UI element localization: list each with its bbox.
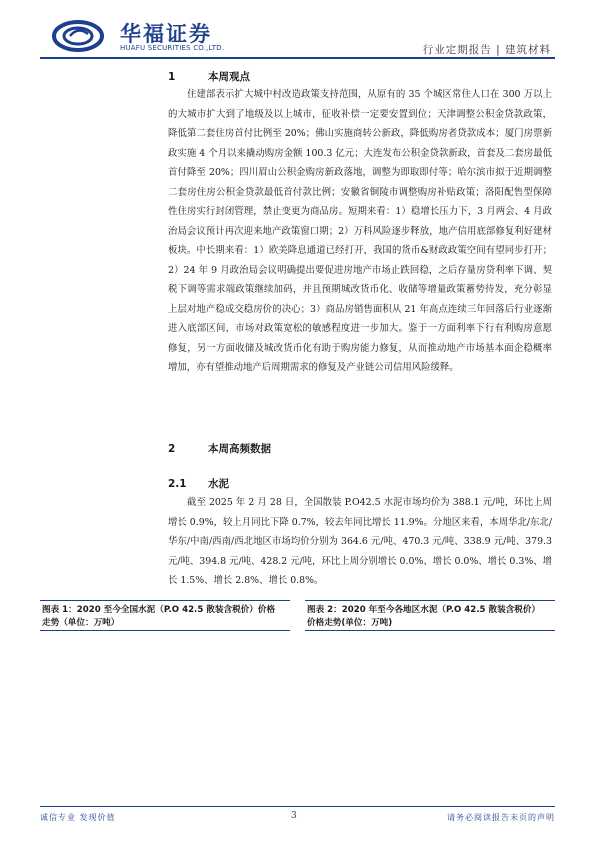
section-1-heading bbox=[168, 69, 250, 84]
figure-captions bbox=[40, 600, 555, 634]
header-divider bbox=[40, 57, 555, 59]
subsection-2-1-number: 2.1 bbox=[168, 478, 187, 490]
section-1-body: 住建部表示扩大城中村改造政策支持范围，从原有的 35 个城区常住人口在 300 万以上的大城市扩大到了地级及以上城市，征收补偿一定要安置到位；天津调整公积金贷款政策，降低第二套住房首付比例至 20%；佛山实施商转公新政，降低购房者贷款成本；厦门房票新政实施 4 个月以来撬动购房金额 100.3 亿元；大连发布公积金贷款新政，首套及二套房最低首付降至 20%；四川眉山公积金购房新政落地，调整为即取即付等；哈尔滨市拟于近期调整二套房住房公积金贷款最低首付款比例；安徽省铜陵市调整购房补贴政策；洛阳配售型保障性住房实行封闭管理，禁止变更为商品房。短期来看：1）稳增长压力下，3 月两会、4 月政治局会议预计再次迎来地产政策窗口期；2）万科风险逐步释放，地产信用底部修复利好建材板块。中长期来看：1）欧美降息通道已经打开，我国的货币&财政政策空间有望同步打开； 2）24 年 9 月政治局会议明确提出要促进房地产市场止跌回稳，之后存量房贷利率下调、契税下调等需求端政策继续加码，并且预期城改货币化、收储等增量政策蓄势待发，充分彰显上层对地产稳成交稳房价的决心；3）商品房销售面积从 21 年高点连续三年回落后行业逐渐进入底部区间，市场对政策宽松的敏感程度进一步加大。鉴于一方面利率下行有利购房意愿修复，另一方面收储及城改货币化有助于购房能力修复，从而推动地产市场基本面企稳概率增加，亦有望推动地产后周期需求的修复及产业链公司信用风险缓释。 bbox=[168, 89, 552, 373]
fig1-bottom-rule bbox=[40, 630, 290, 631]
company-logo-icon bbox=[52, 20, 104, 52]
report-type: 行业定期报告 bbox=[422, 44, 492, 56]
header-separator: | bbox=[496, 44, 501, 56]
industry-name: 建筑材料 bbox=[505, 44, 551, 56]
subsection-2-1-heading bbox=[168, 476, 229, 491]
figure-2-caption: 图表 2：2020 年至今各地区水泥（P.O 42.5 散装含税价）价格走势(单位：万吨) bbox=[307, 605, 541, 628]
section-2-number: 2 bbox=[168, 443, 176, 455]
footer-slogan: 诚信专业 发现价值 bbox=[40, 813, 116, 822]
fig1-top-rule bbox=[40, 600, 290, 601]
report-header bbox=[40, 10, 555, 58]
figure-1-caption: 图表 1：2020 至今全国水泥（P.O 42.5 散装含税价）价格走势（单位：万吨） bbox=[42, 605, 276, 628]
section-1-title: 本周观点 bbox=[208, 71, 250, 83]
logo-english-name: HUAFU SECURITIES CO.,LTD. bbox=[120, 44, 225, 52]
page-number: 3 bbox=[291, 811, 297, 821]
section-2-heading bbox=[168, 441, 271, 456]
logo-chinese-name: 华福证券 bbox=[120, 22, 212, 46]
section-2-body: 截至 2025 年 2 月 28 日，全国散装 P.O42.5 水泥市场均价为 388.1 元/吨，环比上周增长 0.9%，较上月同比下降 0.7%，较去年同比增长 11.9%。分地区来看，本周华北/东北/华东/中南/西南/西北地区市场均价分别为 364.6 元/吨、470.3 元/吨、338.9 元/吨、379.3 元/吨、394.8 元/吨、428.2 元/吨，环比上周分别增长 0.0%、增长 0.0%、增长 0.3%、增长 1.5%、增长 2.8%、增长 0.8%。 bbox=[168, 497, 552, 586]
section-2-title: 本周高频数据 bbox=[208, 443, 271, 455]
footer-disclaimer: 请务必阅读报告末页的声明 bbox=[447, 813, 555, 822]
section-1-number: 1 bbox=[168, 71, 176, 83]
fig2-bottom-rule bbox=[305, 630, 555, 631]
fig2-top-rule bbox=[305, 600, 555, 601]
subsection-2-1-title: 水泥 bbox=[208, 478, 229, 490]
footer-divider bbox=[40, 806, 555, 807]
report-category bbox=[423, 42, 551, 57]
